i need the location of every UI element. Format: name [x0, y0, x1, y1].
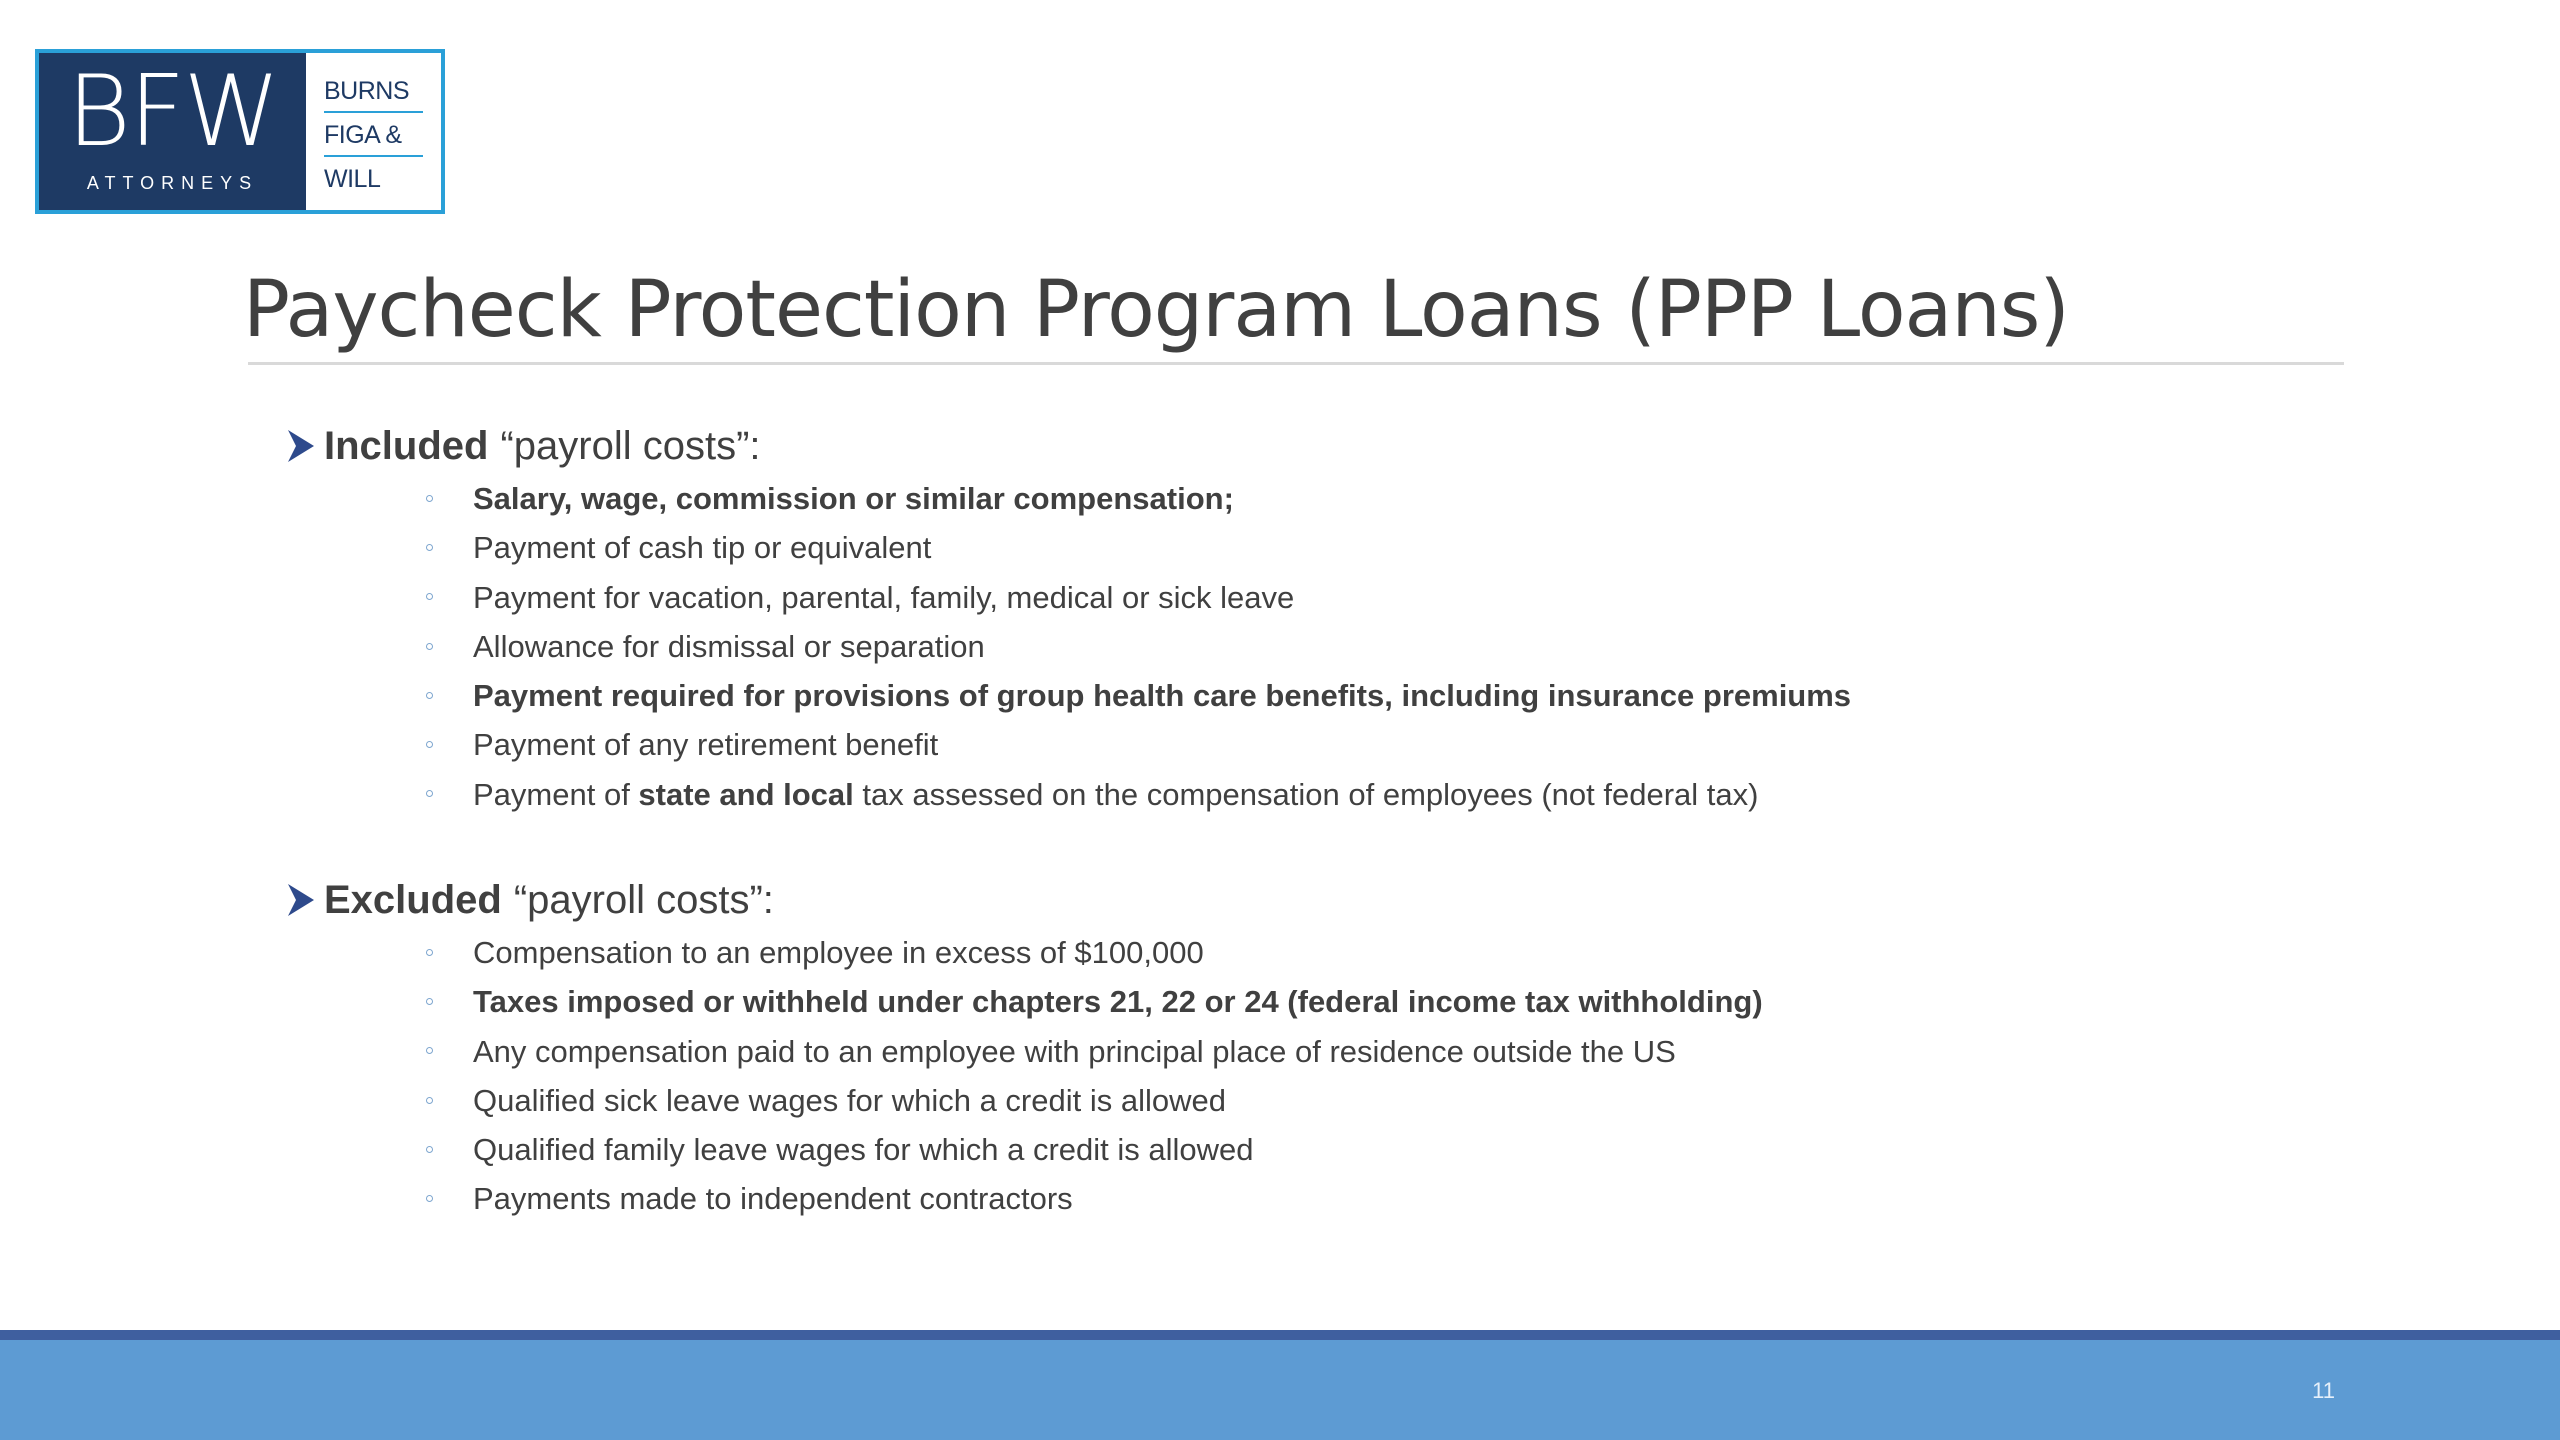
- list-item-text: Taxes imposed or withheld under chapters 21, 22 or 24 (federal income tax withholding): [473, 984, 1763, 1020]
- list-item-text: tax assessed on the compensation of employees (not federal tax): [853, 776, 1759, 812]
- list-item: [286, 1174, 1763, 1223]
- list-item-text: Allowance for dismissal or separation: [473, 628, 985, 664]
- list-item: [286, 671, 1851, 720]
- section-heading: [286, 418, 1851, 474]
- slide-title: Paycheck Protection Program Loans (PPP Loans): [243, 265, 2069, 355]
- circle-bullet-icon: [426, 790, 433, 797]
- circle-bullet-icon: [426, 643, 433, 650]
- page-number: 11: [2312, 1378, 2335, 1403]
- list-item: [286, 474, 1851, 523]
- list-item-text: state and local: [638, 776, 854, 812]
- footer-band: [0, 1330, 2560, 1340]
- title-underline: [248, 362, 2344, 365]
- logo-subtitle: ATTORNEYS: [86, 173, 259, 193]
- section-heading-text: “payroll costs”:: [500, 423, 761, 468]
- circle-bullet-icon: [426, 1146, 433, 1153]
- circle-bullet-icon: [426, 692, 433, 699]
- list-item: [286, 622, 1851, 671]
- circle-bullet-icon: [426, 1047, 433, 1054]
- circle-bullet-icon: [426, 949, 433, 956]
- arrow-bullet-icon: [286, 882, 316, 918]
- list-item: [286, 1027, 1763, 1076]
- list-item: [286, 523, 1851, 572]
- circle-bullet-icon: [426, 1097, 433, 1104]
- logo-mark: BFW: [66, 55, 279, 169]
- list-item: [286, 1125, 1763, 1174]
- section-heading-bold: Included: [324, 423, 489, 468]
- section-heading: [286, 872, 1763, 928]
- list-item: [286, 928, 1763, 977]
- arrow-bullet-icon: [286, 428, 316, 464]
- logo-name-line: WILL: [324, 165, 381, 193]
- list-item: [286, 977, 1763, 1026]
- bullet-list: [286, 928, 1763, 1224]
- list-item-text: Compensation to an employee in excess of $100,000: [473, 935, 1204, 970]
- included-section: [286, 418, 1851, 819]
- list-item: [286, 720, 1851, 769]
- circle-bullet-icon: [426, 544, 433, 551]
- list-item-text: Qualified family leave wages for which a credit is allowed: [473, 1132, 1254, 1168]
- circle-bullet-icon: [426, 593, 433, 600]
- logo-name-panel: [306, 53, 441, 210]
- footer-bar: [0, 1340, 2560, 1440]
- list-item-text: Payment required for provisions of group health care benefits, including insurance premiums: [473, 678, 1852, 714]
- circle-bullet-icon: [426, 741, 433, 748]
- logo-mark-panel: [39, 53, 306, 210]
- firm-logo: [35, 49, 445, 214]
- logo-name-line: BURNS: [324, 71, 423, 113]
- list-item-text: Payment of: [473, 776, 639, 812]
- circle-bullet-icon: [426, 1195, 433, 1202]
- list-item: [286, 1076, 1763, 1125]
- list-item-text: Payment of any retirement benefit: [473, 727, 939, 763]
- list-item-text: Qualified sick leave wages for which a credit is allowed: [473, 1082, 1226, 1118]
- logo-name-line: FIGA &: [324, 115, 423, 157]
- list-item-text: Salary, wage, commission or similar compensation;: [473, 481, 1234, 516]
- list-item-text: Payment of cash tip or equivalent: [473, 530, 932, 566]
- circle-bullet-icon: [426, 495, 433, 502]
- excluded-section: [286, 872, 1763, 1224]
- list-item: [286, 770, 1851, 819]
- circle-bullet-icon: [426, 998, 433, 1005]
- list-item-text: Payment for vacation, parental, family, medical or sick leave: [473, 579, 1295, 615]
- list-item-text: Any compensation paid to an employee with principal place of residence outside the US: [473, 1033, 1676, 1069]
- section-heading-text: “payroll costs”:: [513, 877, 774, 922]
- list-item: [286, 573, 1851, 622]
- list-item-text: Payments made to independent contractors: [473, 1181, 1073, 1217]
- bullet-list: [286, 474, 1851, 819]
- section-heading-bold: Excluded: [324, 877, 502, 922]
